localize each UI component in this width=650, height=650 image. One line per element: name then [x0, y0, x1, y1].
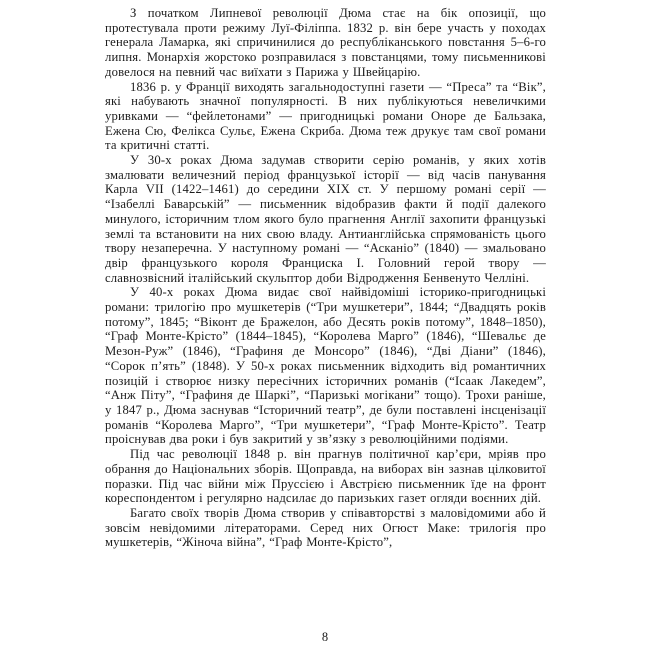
- page-footer: [0, 628, 650, 646]
- page-number: 8: [321, 630, 329, 644]
- paragraph-6: Багато своїх творів Дюма створив у співавторстві з маловідомими або й зовсім невідомими літераторами. Серед них Огюст Маке: трилогія про мушкетерів, “Жіноча війна”, “Граф Монте-Крісто”,: [105, 505, 546, 550]
- paragraph-4: У 40-х роках Дюма видає свої найвідоміші історико-пригодницькі романи: трилогію про мушкетерів (“Три мушкетери”, 1844; “Двадцять років потому”, 1845; “Віконт де Бражелон, або Десять років потому”, 1848–1850), “Граф Монте-Крісто” (1844–1845), “Королева Марго” (1846), “Шевальє де Мезон-Руж” (1846), “Графиня де Монсоро” (1846), “Дві Діани” (1846), “Сорок п’ять” (1848). У 50-х роках письменник відходить від романтичних позицій і створює низку пересічних історичних романів (“Ісаак Лакедем”, “Анж Піту”, “Графиня де Шаркі”, “Паризькі могікани” тощо). Трохи раніше, у 1847 р., Дюма заснував “Історичний театр”, де були поставлені інсценізації романів “Королева Марго”, “Три мушкетери”, “Граф Монте-Крісто”. Театр проіснував два роки і був закритий у зв’язку з революційними подіями.: [105, 285, 546, 447]
- paragraph-2: 1836 р. у Франції виходять загальнодоступні газети — “Преса” та “Вік”, які набувають значної популярності. В них публікуються невеличкими уривками — “фейлетонами” — пригодницькі романи Оноре де Бальзака, Ежена Сю, Фелікса Сульє, Ежена Скриба. Дюма теж друкує там свої романи та критичні статті.: [105, 79, 546, 153]
- book-page-text: [105, 6, 546, 550]
- paragraph-1: З початком Липневої революції Дюма стає на бік опозиції, що протестувала проти режиму Луї-Філіппа. 1832 р. він бере участь у походах генерала Ламарка, які спричинилися до республіканського повстання 5–6-го липня. Монархія жорстоко розправилася з повстанцями, тому письменникові довелося на певний час виїхати з Парижа у Швейцарію.: [105, 6, 546, 79]
- paragraph-3: У 30-х роках Дюма задумав створити серію романів, у яких хотів змалювати величезний період французької історії — від часів панування Карла VII (1422–1461) до середини XIX ст. У першому романі серії — “Ізабеллі Баварській” — письменник відобразив факти й події далекого минулого, історичним тлом якого було прагнення Англії захопити французькі землі та встановити на них свою владу. Антианглійська спрямованість цього твору незаперечна. У наступному романі — “Асканіо” (1840) — змальовано двір французького короля Франциска I. Головний герой твору — славнозвісний італійський скульптор доби Відродження Бенвенуто Челліні.: [105, 153, 546, 285]
- paragraph-5: Під час революції 1848 р. він прагнув політичної кар’єри, мріяв про обрання до Національних зборів. Щоправда, на виборах він зазнав цілковитої поразки. Під час війни між Пруссією і Австрією письменник їде на фронт кореспондентом і регулярно надсилає до паризьких газет огляди воєнних дій.: [105, 447, 546, 506]
